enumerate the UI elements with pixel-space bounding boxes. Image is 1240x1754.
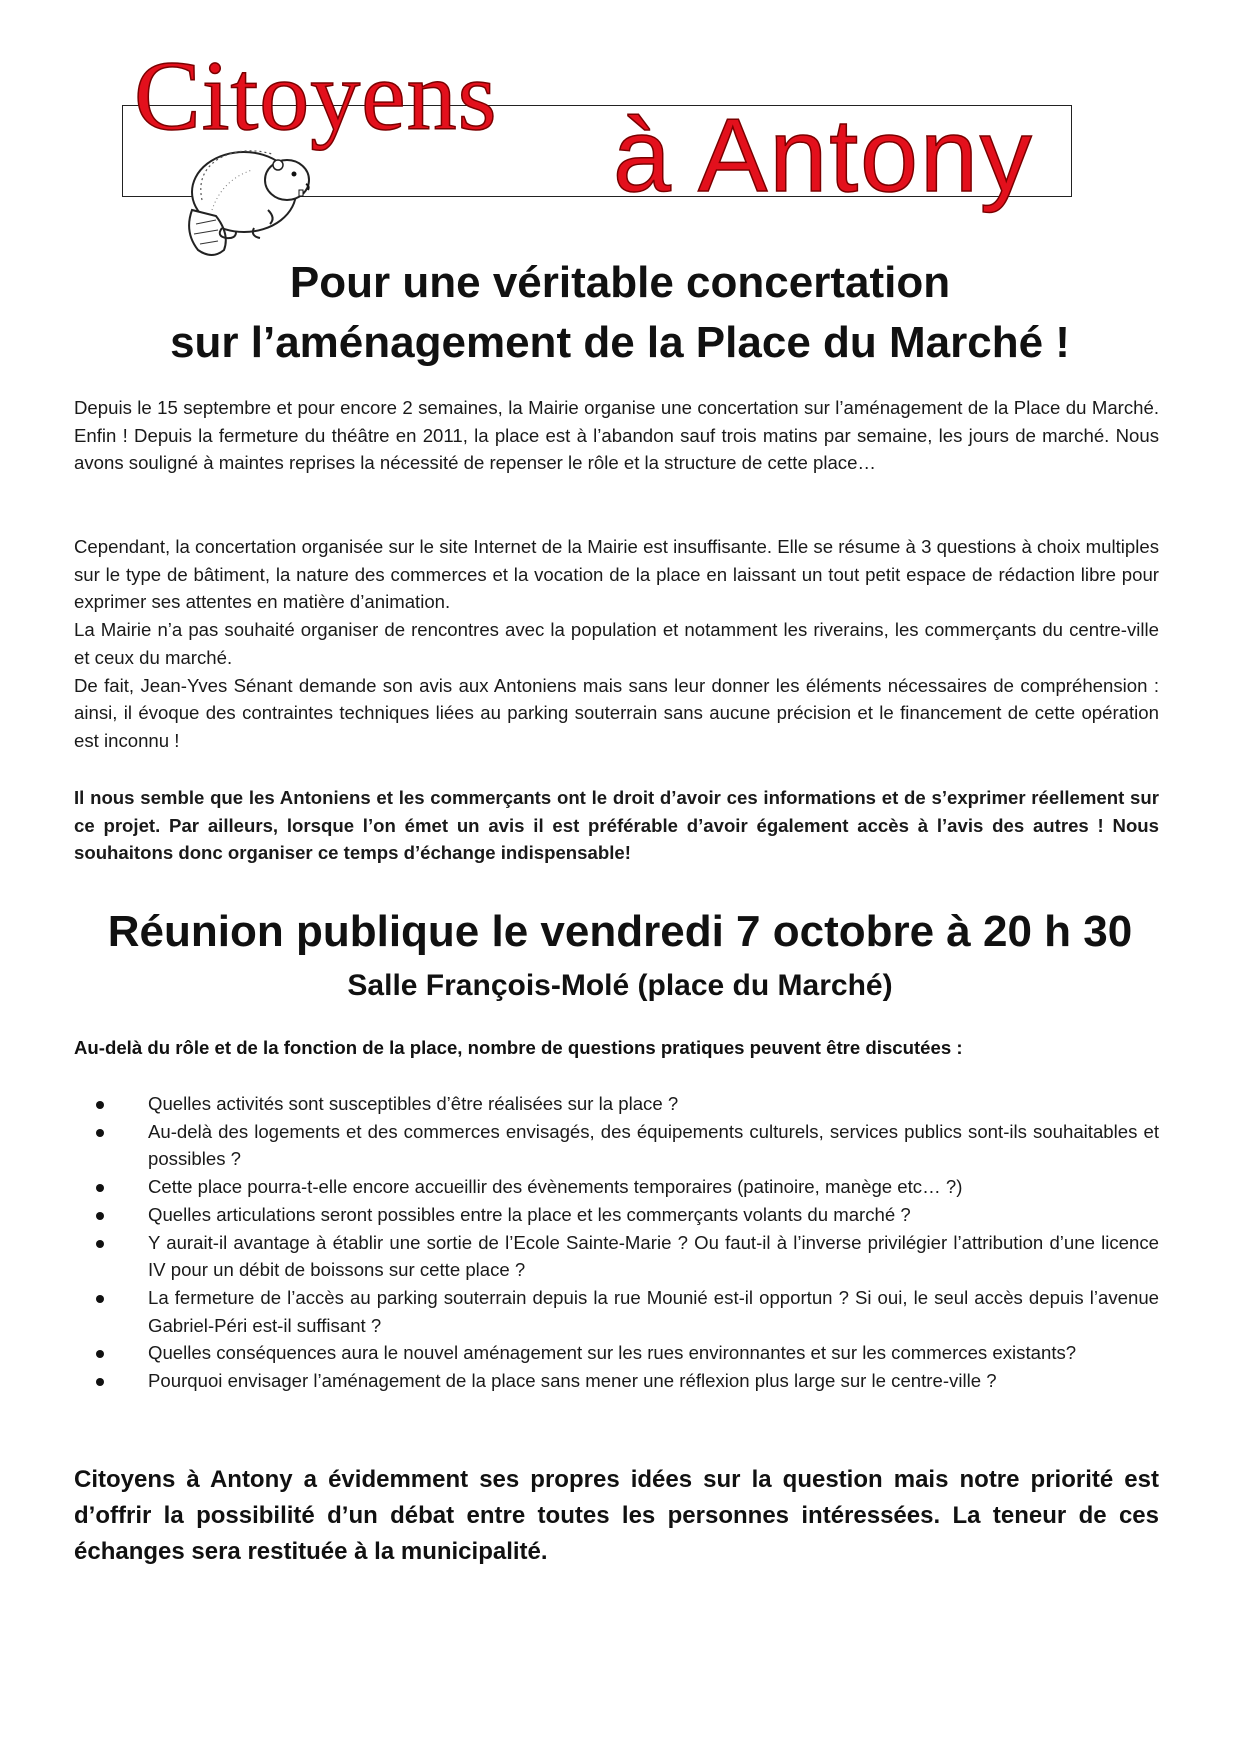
paragraph-text: De fait, Jean-Yves Sénant demande son avis aux Antoniens mais sans leur donner les éléments nécessaires de compréhension : ainsi, il évoque des contraintes techniques liées au parking souterrain sans aucune précision et le financement de cette opération est inconnu ! <box>74 674 1159 751</box>
list-item-text: Pourquoi envisager l’aménagement de la place sans mener une réflexion plus large sur le centre-ville ? <box>148 1370 997 1392</box>
list-item <box>74 1090 1159 1118</box>
paragraph-text: La Mairie n’a pas souhaité organiser de rencontres avec la population et notamment les riverains, les commerçants du centre-ville et ceux du marché. <box>74 619 1159 668</box>
list-item <box>74 1201 1159 1229</box>
paragraph-bold-statement <box>74 784 1159 867</box>
bullet-icon <box>96 1184 104 1192</box>
list-item-text: Y aurait-il avantage à établir une sortie de l’Ecole Sainte-Marie ? Ou faut-il à l’inverse privilégier l’attribution d’une licence IV pour un débit de boissons sur cette place ? <box>148 1231 1159 1281</box>
bullet-icon <box>96 1129 104 1137</box>
page-title-line1: Pour une véritable concertation <box>289 258 951 307</box>
logo <box>120 40 1120 252</box>
list-item <box>74 1173 1159 1201</box>
list-item <box>74 1284 1159 1339</box>
paragraph-text: Il nous semble que les Antoniens et les commerçants ont le droit d’avoir ces informations et de s’exprimer réellement sur ce projet. Par ailleurs, lorsque l’on émet un avis il est préférable d’avoir également accès à l’avis des autres ! Nous souhaitons donc organiser ce temps d’échange indispensable! <box>74 787 1159 864</box>
questions-intro: Au-delà du rôle et de la fonction de la place, nombre de questions pratiques peuvent être discutées : <box>74 1037 963 1058</box>
list-item <box>74 1367 1159 1395</box>
list-item-text: Cette place pourra-t-elle encore accueillir des évènements temporaires (patinoire, manège etc… ?) <box>148 1176 963 1198</box>
bullet-icon <box>96 1378 104 1386</box>
closing-statement: Citoyens à Antony a évidemment ses propres idées sur la question mais notre priorité est d’offrir la possibilité d’un débat entre toutes les personnes intéressées. La teneur de ces échanges sera restituée à la municipalité. <box>74 1466 1159 1565</box>
questions-list <box>74 1090 1159 1395</box>
list-item <box>74 1339 1159 1367</box>
logo-word-a-antony: à Antony <box>613 98 1034 214</box>
list-item-text: La fermeture de l’accès au parking souterrain depuis la rue Mounié est-il opportun ? Si oui, le seul accès depuis l’avenue Gabriel-Péri est-il suffisant ? <box>148 1286 1159 1336</box>
list-item-text: Quelles conséquences aura le nouvel aménagement sur les rues environnantes et sur les commerces existants? <box>148 1342 1077 1364</box>
list-item <box>74 1118 1159 1173</box>
bullet-icon <box>96 1101 104 1109</box>
paragraph-critique <box>74 533 1159 755</box>
list-item-text: Au-delà des logements et des commerces envisagés, des équipements culturels, services publics sont-ils souhaitables et possibles ? <box>148 1120 1159 1170</box>
meeting-venue: Salle François-Molé (place du Marché) <box>347 969 893 1002</box>
bullet-icon <box>96 1212 104 1220</box>
list-item-text: Quelles activités sont susceptibles d’être réalisées sur la place ? <box>148 1093 679 1114</box>
paragraph-text: Cependant, la concertation organisée sur le site Internet de la Mairie est insuffisante. Elle se résume à 3 questions à choix multiples sur le type de bâtiment, la nature des commerces et la vocation de la place en laissant un tout petit espace de rédaction libre pour exprimer ses attentes en matière d’animation. <box>74 536 1159 613</box>
bullet-icon <box>96 1240 104 1248</box>
logo-word-citoyens: Citoyens <box>134 40 498 151</box>
bullet-icon <box>96 1295 104 1303</box>
paragraph-text: Depuis le 15 septembre et pour encore 2 semaines, la Mairie organise une concertation sur l’aménagement de la Place du Marché. Enfin ! Depuis la fermeture du théâtre en 2011, la place est à l’abandon sauf trois matins par semaine, les jours de marché. Nous avons souligné à maintes reprises la nécessité de repenser le rôle et la structure de cette place… <box>74 397 1159 474</box>
meeting-headline: Réunion publique le vendredi 7 octobre à 20 h 30 <box>107 907 1133 956</box>
page-title-line2: sur l’aménagement de la Place du Marché ! <box>170 318 1070 367</box>
beaver-icon <box>182 140 322 260</box>
bullet-icon <box>96 1350 104 1358</box>
list-item <box>74 1229 1159 1284</box>
paragraph-intro <box>74 394 1159 477</box>
list-item-text: Quelles articulations seront possibles entre la place et les commerçants volants du marché ? <box>148 1203 911 1225</box>
